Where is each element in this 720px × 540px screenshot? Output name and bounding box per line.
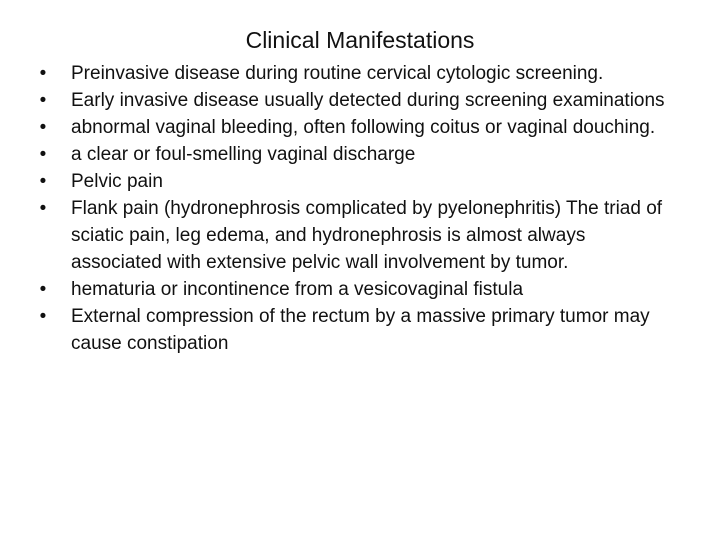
bullet-icon: •: [39, 171, 47, 192]
bullet-icon: •: [39, 279, 47, 300]
bullet-icon: •: [39, 117, 47, 138]
bullet-item: [0, 195, 720, 276]
bullet-text: Flank pain (hydronephrosis complicated by pyelonephritis) The triad of sciatic pain, leg edema, and hydronephrosis is almost always associated with extensive pelvic wall involvement by tumor.: [71, 198, 663, 273]
bullet-item: [0, 60, 720, 87]
bullet-item: [0, 141, 720, 168]
bullet-icon: •: [39, 144, 47, 165]
bullet-item: [0, 303, 720, 357]
bullet-item: [0, 276, 720, 303]
bullet-list: [0, 60, 720, 357]
bullet-icon: •: [39, 90, 47, 111]
bullet-text: External compression of the rectum by a massive primary tumor may cause constipation: [71, 306, 650, 354]
bullet-item: [0, 168, 720, 195]
bullet-text: hematuria or incontinence from a vesicovaginal fistula: [71, 279, 524, 300]
bullet-icon: •: [39, 198, 47, 219]
bullet-item: [0, 87, 720, 114]
bullet-item: [0, 114, 720, 141]
bullet-text: Pelvic pain: [71, 171, 163, 192]
bullet-text: Preinvasive disease during routine cervical cytologic screening.: [71, 63, 604, 84]
bullet-icon: •: [39, 63, 47, 84]
bullet-text: Early invasive disease usually detected during screening examinations: [71, 90, 665, 111]
bullet-icon: •: [39, 306, 47, 327]
bullet-text: abnormal vaginal bleeding, often following coitus or vaginal douching.: [71, 117, 656, 138]
slide-title: Clinical Manifestations: [245, 27, 475, 53]
bullet-text: a clear or foul-smelling vaginal discharge: [71, 144, 416, 165]
